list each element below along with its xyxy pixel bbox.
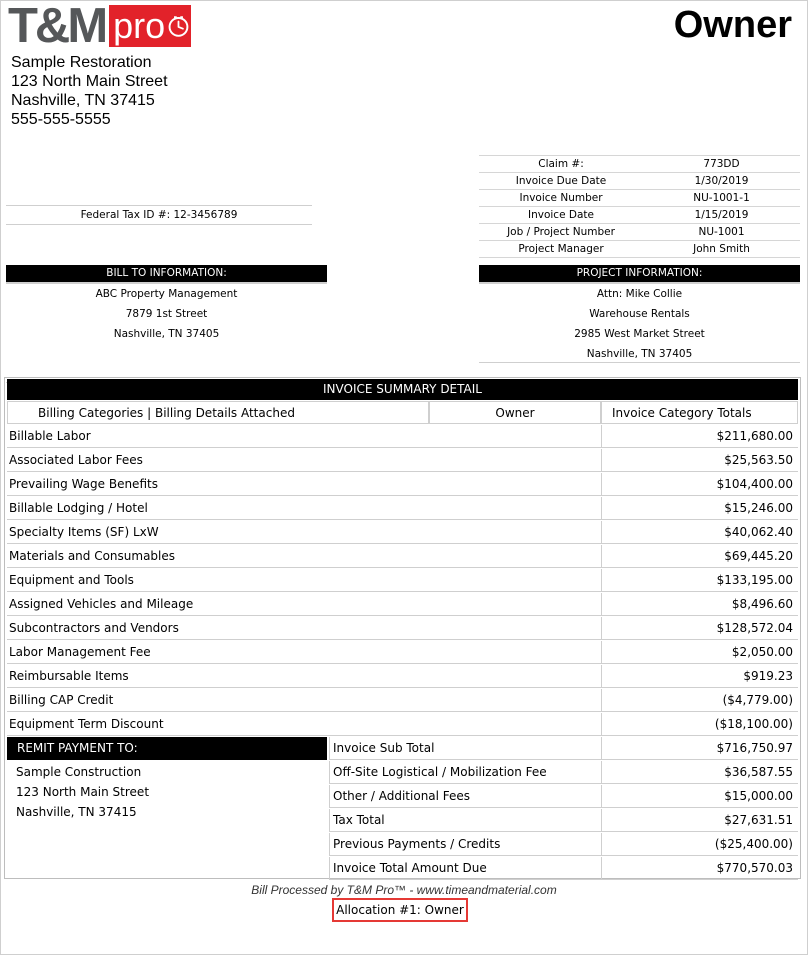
table-row [7,593,798,617]
federal-tax-id: Federal Tax ID #: 12-3456789 [6,205,312,225]
meta-row [479,224,800,241]
table-row [7,713,798,737]
category-amount: ($18,100.00) [601,713,798,736]
bill-to-line: Nashville, TN 37405 [113,328,220,340]
category-label: Billable Lodging / Hotel [7,497,601,520]
invoice-meta-table [479,155,800,258]
company-city: Nashville, TN 37415 [11,92,155,109]
category-amount: $8,496.60 [601,593,798,616]
meta-value: John Smith [643,241,800,258]
logo-tm-text: T&M [8,0,106,53]
summary-title: INVOICE SUMMARY DETAIL [7,379,798,400]
category-amount: $15,246.00 [601,497,798,520]
remit-line: Sample Construction [16,765,142,779]
category-amount: $919.23 [601,665,798,688]
project-info-line: Nashville, TN 37405 [586,348,693,360]
table-row [7,689,798,713]
bill-to-section [6,265,327,383]
remit-line: Nashville, TN 37415 [16,805,137,819]
table-row [7,545,798,569]
category-amount: $133,195.00 [601,569,798,592]
category-label: Prevailing Wage Benefits [7,473,601,496]
project-info-body [479,284,800,363]
category-amount: $69,445.20 [601,545,798,568]
category-amount: $104,400.00 [601,473,798,496]
company-logo [8,0,191,53]
meta-value: NU-1001-1 [643,190,800,207]
meta-label: Claim #: [479,156,643,173]
bill-to-body [6,284,327,383]
header-category-totals: Invoice Category Totals [601,401,798,424]
meta-label: Project Manager [479,241,643,258]
meta-row [479,156,800,173]
total-amount: $27,631.51 [601,809,798,832]
totals-row [329,833,798,857]
summary-rows [7,425,798,737]
category-label: Equipment and Tools [7,569,601,592]
meta-row [479,173,800,190]
total-amount: ($25,400.00) [601,833,798,856]
allocation-label: Allocation #1: Owner [332,898,468,922]
logo-pro-badge [109,5,191,47]
total-amount: $716,750.97 [601,737,798,760]
remit-heading: REMIT PAYMENT TO: [7,737,327,760]
project-info-line: Attn: Mike Collie [596,288,683,300]
invoice-summary-table [4,377,801,879]
category-label: Specialty Items (SF) LxW [7,521,601,544]
totals-section [329,737,798,881]
total-label: Invoice Sub Total [329,737,601,760]
header-owner: Owner [429,401,601,424]
table-row [7,497,798,521]
logo-pro-text: pro [113,5,166,46]
category-label: Reimbursable Items [7,665,601,688]
document-title: Owner [673,4,792,46]
category-label: Billing CAP Credit [7,689,601,712]
table-row [7,641,798,665]
total-label: Invoice Total Amount Due [329,857,601,880]
project-info-heading: PROJECT INFORMATION: [479,265,800,284]
meta-label: Invoice Date [479,207,643,224]
category-label: Equipment Term Discount [7,713,601,736]
total-amount: $15,000.00 [601,785,798,808]
project-info-section [479,265,800,363]
category-label: Labor Management Fee [7,641,601,664]
remit-payment-section [7,737,329,878]
meta-label: Invoice Number [479,190,643,207]
meta-label: Invoice Due Date [479,173,643,190]
category-label: Materials and Consumables [7,545,601,568]
category-label: Assigned Vehicles and Mileage [7,593,601,616]
remit-body [7,760,329,822]
bill-to-heading: BILL TO INFORMATION: [6,265,327,284]
meta-row [479,241,800,258]
bill-to-line: ABC Property Management [95,288,238,300]
table-row [7,425,798,449]
totals-row [329,809,798,833]
remit-line: 123 North Main Street [16,785,150,799]
total-label: Previous Payments / Credits [329,833,601,856]
table-row [7,473,798,497]
company-phone: 555-555-5555 [11,111,111,128]
category-amount: $211,680.00 [601,425,798,448]
category-amount: $25,563.50 [601,449,798,472]
category-amount: $128,572.04 [601,617,798,640]
category-amount: $40,062.40 [601,521,798,544]
table-row [7,617,798,641]
category-label: Associated Labor Fees [7,449,601,472]
total-amount: $36,587.55 [601,761,798,784]
category-label: Billable Labor [7,425,601,448]
total-amount: $770,570.03 [601,857,798,880]
total-label: Off-Site Logistical / Mobilization Fee [329,761,601,784]
meta-value: 1/15/2019 [643,207,800,224]
total-label: Tax Total [329,809,601,832]
meta-row [479,190,800,207]
totals-row [329,737,798,761]
totals-row [329,857,798,881]
totals-row [329,761,798,785]
header-billing-categories: Billing Categories | Billing Details Attached [7,401,429,424]
meta-label: Job / Project Number [479,224,643,241]
meta-row [479,207,800,224]
meta-value: NU-1001 [643,224,800,241]
footer-note: Bill Processed by T&M Pro™ - www.timeandmaterial.com [251,883,557,897]
project-info-line: Warehouse Rentals [589,308,690,320]
table-row [7,521,798,545]
total-label: Other / Additional Fees [329,785,601,808]
table-row [7,449,798,473]
company-street: 123 North Main Street [11,73,168,90]
category-amount: $2,050.00 [601,641,798,664]
table-row [7,569,798,593]
bill-to-line: 7879 1st Street [125,308,208,320]
table-row [7,665,798,689]
company-address [11,53,168,129]
clock-icon [166,12,191,40]
meta-value: 1/30/2019 [643,173,800,190]
category-amount: ($4,779.00) [601,689,798,712]
company-name: Sample Restoration [11,54,152,71]
project-info-line: 2985 West Market Street [574,328,705,340]
meta-value: 773DD [643,156,800,173]
category-label: Subcontractors and Vendors [7,617,601,640]
totals-row [329,785,798,809]
